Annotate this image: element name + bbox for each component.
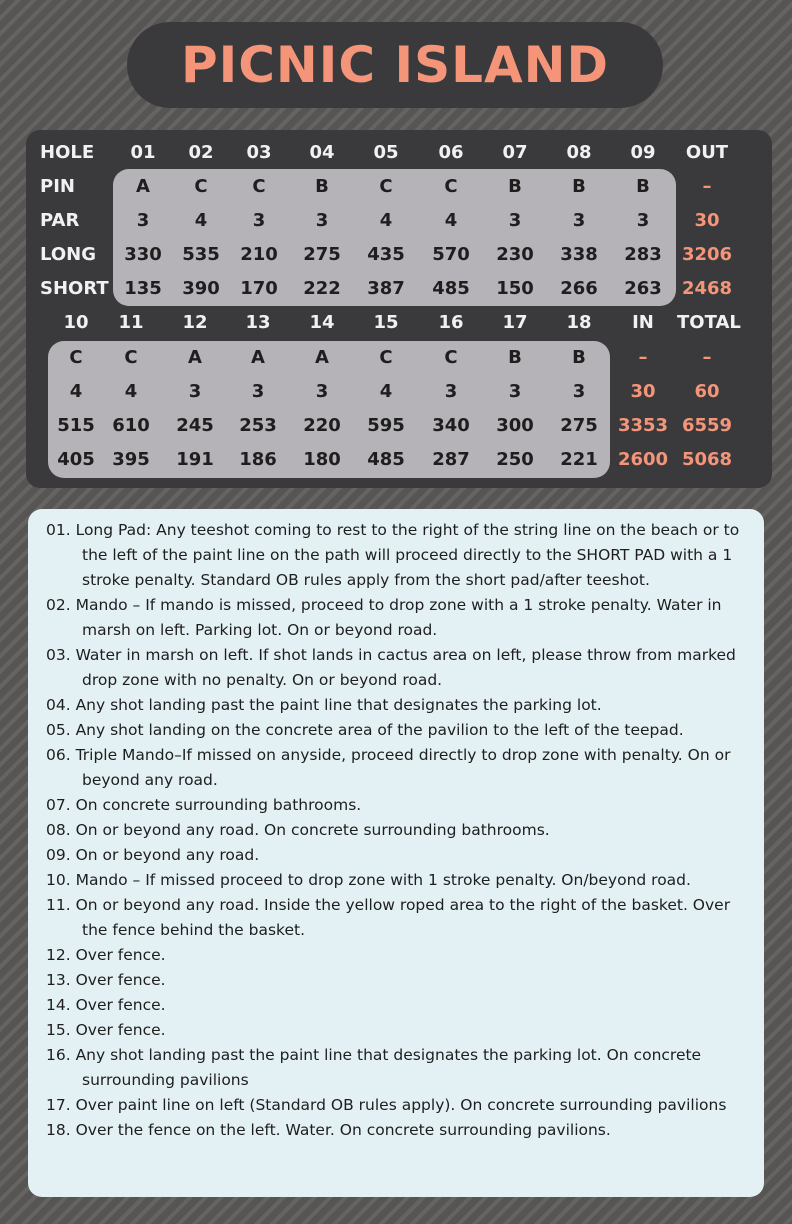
- title-banner: [127, 22, 663, 108]
- score-cell: C: [124, 347, 138, 368]
- score-cell: A: [188, 347, 202, 368]
- score-cell: 387: [367, 278, 405, 299]
- hole-number: 18: [566, 312, 592, 333]
- score-cell: 485: [432, 278, 470, 299]
- course-title: PICNIC ISLAND: [180, 36, 609, 94]
- rule-item: 03. Water in marsh on left. If shot lands in cactus area on left, please throw from marked drop zone with no penalty. On or beyond road.: [46, 646, 736, 689]
- hole-number: 09: [630, 142, 656, 163]
- score-cell: 135: [124, 278, 162, 299]
- rule-item: 02. Mando – If mando is missed, proceed to drop zone with a 1 stroke penalty. Water in marsh on left. Parking lot. On or beyond road.: [46, 596, 722, 639]
- score-cell: 595: [367, 415, 405, 436]
- score-cell: 610: [112, 415, 150, 436]
- score-cell: 4: [379, 381, 393, 402]
- score-cell: 253: [239, 415, 277, 436]
- hole-number: 02: [188, 142, 214, 163]
- score-cell: B: [508, 176, 522, 197]
- score-cell: 4: [124, 381, 138, 402]
- score-cell: C: [69, 347, 83, 368]
- score-cell: 150: [496, 278, 534, 299]
- score-cell: C: [379, 347, 393, 368]
- in-total: 30: [630, 381, 656, 402]
- hole-number: 07: [502, 142, 528, 163]
- score-cell: C: [252, 176, 266, 197]
- score-cell: C: [194, 176, 208, 197]
- score-cell: 220: [303, 415, 341, 436]
- score-cell: C: [379, 176, 393, 197]
- hole-number: 17: [502, 312, 528, 333]
- hole-number: 04: [309, 142, 335, 163]
- hole-number: 10: [63, 312, 89, 333]
- score-cell: 191: [176, 449, 214, 470]
- score-cell: 180: [303, 449, 341, 470]
- hole-number: 13: [245, 312, 271, 333]
- score-cell: 3: [508, 210, 522, 231]
- score-cell: 3: [444, 381, 458, 402]
- in-total: 3353: [617, 415, 669, 436]
- score-cell: A: [251, 347, 265, 368]
- row-label: SHORT: [40, 278, 109, 299]
- score-cell: 4: [444, 210, 458, 231]
- rule-item: 07. On concrete surrounding bathrooms.: [46, 796, 362, 814]
- score-cell: 275: [560, 415, 598, 436]
- score-cell: 3: [508, 381, 522, 402]
- rule-item: 13. Over fence.: [46, 971, 166, 989]
- score-cell: C: [444, 176, 458, 197]
- rule-item: 17. Over paint line on left (Standard OB rules apply). On concrete surrounding pavilions: [46, 1096, 727, 1114]
- score-cell: 263: [624, 278, 662, 299]
- in-total: –: [638, 347, 648, 368]
- score-cell: 222: [303, 278, 341, 299]
- score-cell: 485: [367, 449, 405, 470]
- hole-number: 12: [182, 312, 208, 333]
- out-total: 3206: [681, 244, 733, 265]
- rule-item: 15. Over fence.: [46, 1021, 166, 1039]
- score-cell: 3: [636, 210, 650, 231]
- score-cell: 4: [69, 381, 83, 402]
- hole-number: 11: [118, 312, 144, 333]
- rule-item: 10. Mando – If missed proceed to drop zone with 1 stroke penalty. On/beyond road.: [46, 871, 691, 889]
- rule-item: 05. Any shot landing on the concrete area of the pavilion to the left of the teepad.: [46, 721, 684, 739]
- score-cell: B: [572, 176, 586, 197]
- score-cell: 395: [112, 449, 150, 470]
- score-cell: 275: [303, 244, 341, 265]
- score-cell: 330: [124, 244, 162, 265]
- rule-item: 09. On or beyond any road.: [46, 846, 260, 864]
- hole-number: 03: [246, 142, 272, 163]
- rule-item: 06. Triple Mando–If missed on anyside, proceed directly to drop zone with penalty. On or beyond any road.: [46, 746, 731, 789]
- hole-number: OUT: [685, 142, 729, 163]
- score-cell: 230: [496, 244, 534, 265]
- rule-item: 11. On or beyond any road. Inside the yellow roped area to the right of the basket. Over the fence behind the basket.: [46, 896, 731, 939]
- column-header: IN: [632, 312, 654, 333]
- hole-number: 08: [566, 142, 592, 163]
- hole-number: 01: [130, 142, 156, 163]
- score-cell: 535: [182, 244, 220, 265]
- out-total: 30: [694, 210, 720, 231]
- score-cell: 390: [182, 278, 220, 299]
- grand-total: 60: [694, 381, 720, 402]
- score-cell: 340: [432, 415, 470, 436]
- score-cell: 186: [239, 449, 277, 470]
- scorecard: [26, 130, 772, 488]
- score-cell: 283: [624, 244, 662, 265]
- rule-item: 01. Long Pad: Any teeshot coming to rest to the right of the string line on the beach or to the left of the paint line on the path will proceed directly to the SHORT PAD with a 1 stroke penalty. Standard OB rules apply from the short pad/after teeshot.: [46, 521, 740, 589]
- hole-number: 15: [373, 312, 399, 333]
- grand-total: –: [702, 347, 712, 368]
- score-cell: B: [315, 176, 329, 197]
- rule-item: 12. Over fence.: [46, 946, 166, 964]
- score-cell: A: [136, 176, 150, 197]
- score-cell: C: [444, 347, 458, 368]
- score-cell: A: [315, 347, 329, 368]
- score-cell: 515: [57, 415, 95, 436]
- score-cell: 435: [367, 244, 405, 265]
- score-cell: 170: [240, 278, 278, 299]
- score-cell: 338: [560, 244, 598, 265]
- score-cell: 405: [57, 449, 95, 470]
- hole-number: 06: [438, 142, 464, 163]
- score-cell: B: [572, 347, 586, 368]
- hole-number: 05: [373, 142, 399, 163]
- score-cell: 4: [194, 210, 208, 231]
- rule-item: 16. Any shot landing past the paint line that designates the parking lot. On concrete surrounding pavilions: [46, 1046, 702, 1089]
- score-cell: 210: [240, 244, 278, 265]
- grand-total: 5068: [681, 449, 733, 470]
- score-cell: 3: [315, 381, 329, 402]
- row-label: PAR: [40, 210, 80, 231]
- score-cell: 221: [560, 449, 598, 470]
- score-cell: 3: [315, 210, 329, 231]
- rule-item: 08. On or beyond any road. On concrete surrounding bathrooms.: [46, 821, 550, 839]
- score-cell: 3: [572, 381, 586, 402]
- rule-item: 04. Any shot landing past the paint line that designates the parking lot.: [46, 696, 602, 714]
- column-header: TOTAL: [677, 312, 741, 333]
- score-cell: 3: [251, 381, 265, 402]
- out-total: 2468: [681, 278, 733, 299]
- score-cell: 4: [379, 210, 393, 231]
- score-cell: 3: [136, 210, 150, 231]
- local-rules: [28, 509, 764, 1197]
- score-cell: B: [636, 176, 650, 197]
- hole-number: 14: [309, 312, 335, 333]
- rule-item: 18. Over the fence on the left. Water. On concrete surrounding pavilions.: [46, 1121, 611, 1139]
- grand-total: 6559: [681, 415, 733, 436]
- score-cell: 3: [188, 381, 202, 402]
- rules-list: [28, 509, 764, 1143]
- in-total: 2600: [617, 449, 669, 470]
- hole-label: HOLE: [40, 142, 95, 163]
- score-cell: 266: [560, 278, 598, 299]
- row-label: LONG: [40, 244, 96, 265]
- score-cell: 300: [496, 415, 534, 436]
- score-cell: 570: [432, 244, 470, 265]
- score-cell: 3: [572, 210, 586, 231]
- score-cell: 245: [176, 415, 214, 436]
- out-total: –: [702, 176, 712, 197]
- rule-item: 14. Over fence.: [46, 996, 166, 1014]
- score-cell: 287: [432, 449, 470, 470]
- score-cell: B: [508, 347, 522, 368]
- row-label: PIN: [40, 176, 75, 197]
- score-cell: 250: [496, 449, 534, 470]
- hole-number: 16: [438, 312, 464, 333]
- score-cell: 3: [252, 210, 266, 231]
